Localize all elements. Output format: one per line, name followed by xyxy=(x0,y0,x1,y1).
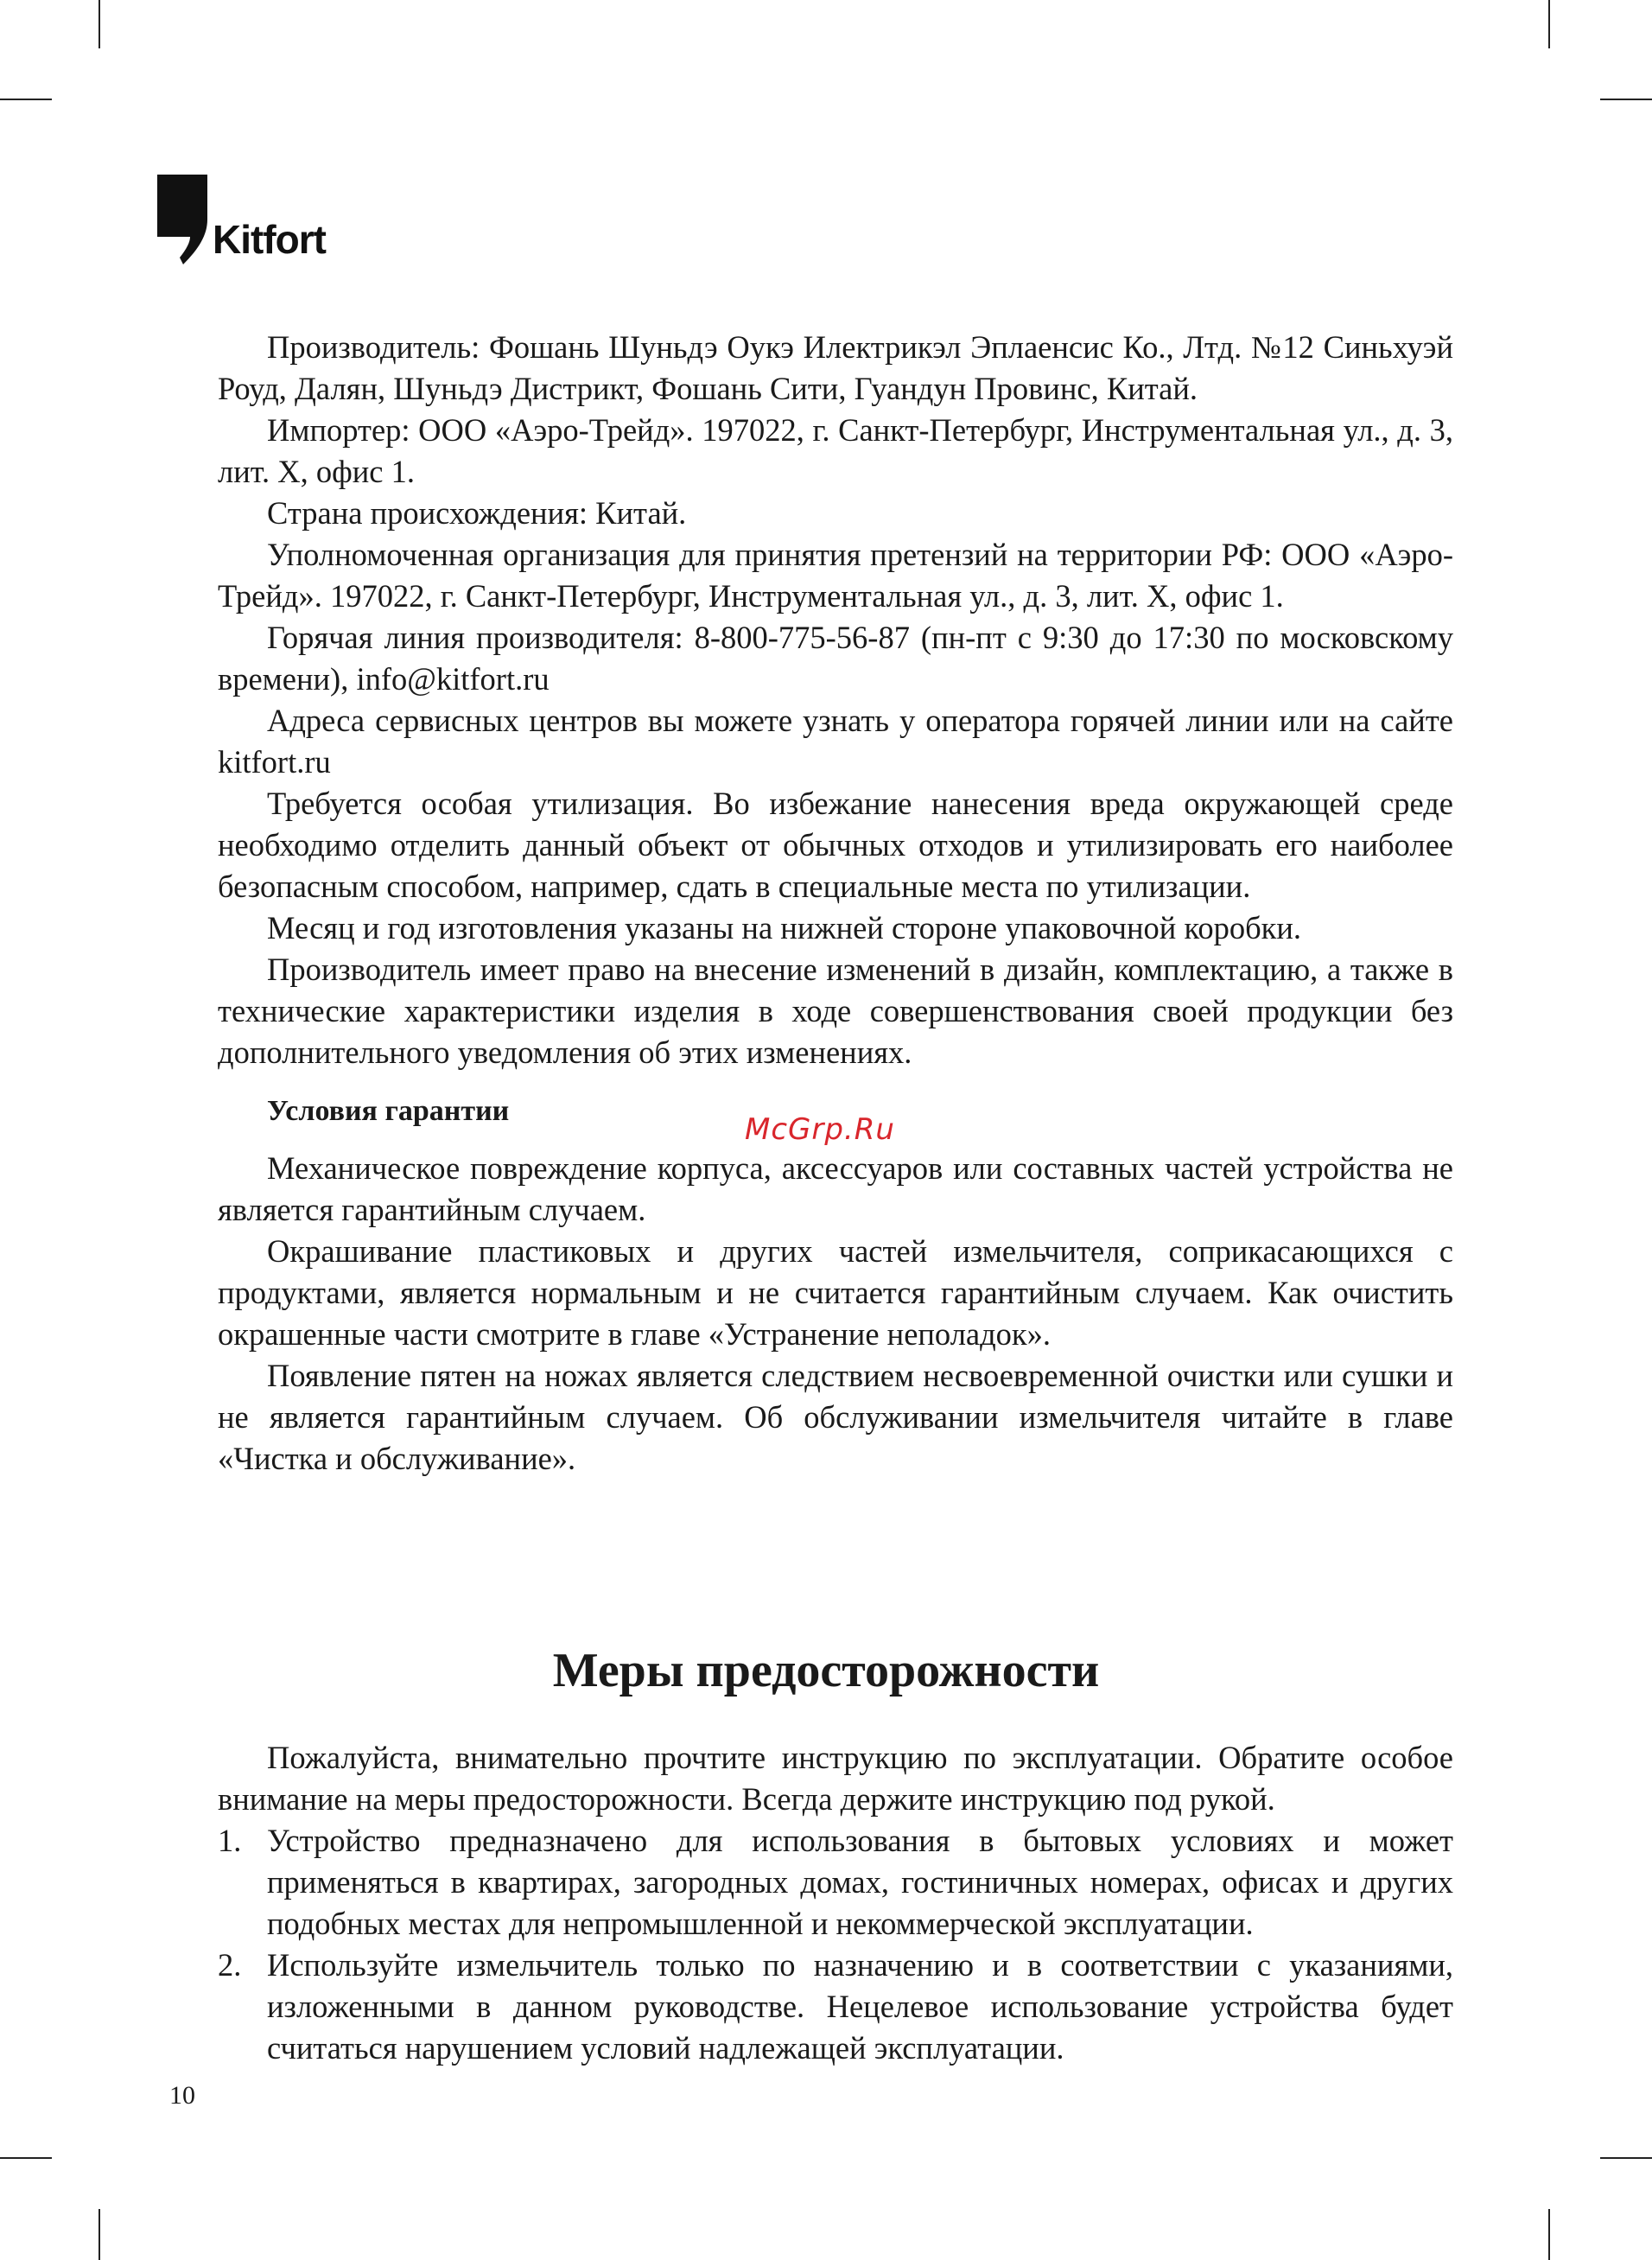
crop-mark xyxy=(1600,2157,1652,2159)
warranty-paragraph: Появление пятен на ножах является следствием несвоевременной очистки или сушки и не является гарантийным случаем. Об обслуживании измельчителя читайте в главе «Чистка и обслуживание». xyxy=(218,1358,1453,1476)
crop-mark xyxy=(1600,99,1652,100)
crop-mark xyxy=(1548,0,1550,48)
crop-mark xyxy=(1548,2209,1550,2260)
info-paragraph: Импортер: ООО «Аэро-Трейд». 197022, г. Санкт-Петербург, Инструментальная ул., д. 3, лит. Х, офис 1. xyxy=(218,412,1453,489)
info-paragraph: Требуется особая утилизация. Во избежание нанесения вреда окружающей среде необходимо отделить данный объект от обычных отходов и утилизировать его наиболее безопасным способом, например, сдать в специальные места по утилизации. xyxy=(218,786,1453,904)
info-paragraph: Производитель: Фошань Шуньдэ Оукэ Илектрикэл Эплаенсис Ко., Лтд. №12 Синьхуэй Роуд, Далян, Шуньдэ Дистрикт, Фошань Сити, Гуандун Провинс, Китай. xyxy=(218,329,1453,406)
list-item xyxy=(218,1945,1453,2069)
crop-mark xyxy=(0,99,52,100)
watermark: McGrp.Ru xyxy=(745,1112,895,1147)
info-paragraph: Уполномоченная организация для принятия претензий на территории РФ: ООО «Аэро-Трейд». 197022, г. Санкт-Петербург, Инструментальная ул., д. 3, лит. Х, офис 1. xyxy=(218,537,1453,614)
kitfort-logo xyxy=(157,175,373,270)
page-number: 10 xyxy=(169,2081,195,2110)
section-title: Меры предосторожности xyxy=(552,1644,1100,1697)
crop-mark xyxy=(98,0,100,48)
list-item xyxy=(218,1820,1453,1945)
info-paragraph: Адреса сервисных центров вы можете узнать у оператора горячей линии или на сайте kitfort.ru xyxy=(218,703,1453,780)
info-paragraph: Производитель имеет право на внесение изменений в дизайн, комплектацию, а также в технические характеристики изделия в ходе совершенствования своей продукции без дополнительного уведомления об этих изменениях. xyxy=(218,952,1453,1070)
warranty-paragraph: Механическое повреждение корпуса, аксессуаров или составных частей устройства не является гарантийным случаем. xyxy=(218,1150,1453,1227)
logo-text: Kitfort xyxy=(213,217,326,262)
precautions-section xyxy=(218,1737,1453,2069)
precautions-list xyxy=(218,1820,1453,2069)
crop-mark xyxy=(0,2157,52,2159)
info-paragraph: Страна происхождения: Китай. xyxy=(267,495,687,531)
warranty-paragraph: Окрашивание пластиковых и других частей измельчителя, соприкасающихся с продуктами, является нормальным и не считается гарантийным случаем. Как очистить окрашенные части смотрите в главе «Устранение неполадок». xyxy=(218,1233,1453,1352)
list-item-number: 2. xyxy=(218,1947,242,1983)
list-item-number: 1. xyxy=(218,1823,242,1858)
warranty-heading: Условия гарантии xyxy=(267,1095,510,1127)
manufacturer-info xyxy=(218,327,1453,1480)
kitfort-logo-icon xyxy=(157,175,209,266)
info-paragraph: Месяц и год изготовления указаны на нижней стороне упаковочной коробки. xyxy=(267,910,1302,945)
list-item-text: Устройство предназначено для использования в бытовых условиях и может применяться в квартирах, загородных домах, гостиничных номерах, офисах и других подобных местах для непромышленной и некоммерческой эксплуатации. xyxy=(267,1823,1453,1941)
precautions-intro: Пожалуйста, внимательно прочтите инструкцию по эксплуатации. Обратите особое внимание на меры предосторожности. Всегда держите инструкцию под рукой. xyxy=(218,1740,1453,1817)
crop-mark xyxy=(98,2209,100,2260)
list-item-text: Используйте измельчитель только по назначению и в соответствии с указаниями, изложенными в данном руководстве. Нецелевое использование устройства будет считаться нарушением условий надлежащей эксплуатации. xyxy=(267,1947,1453,2066)
info-paragraph: Горячая линия производителя: 8-800-775-56-87 (пн-пт с 9:30 до 17:30 по московскому времени), info@kitfort.ru xyxy=(218,620,1453,697)
